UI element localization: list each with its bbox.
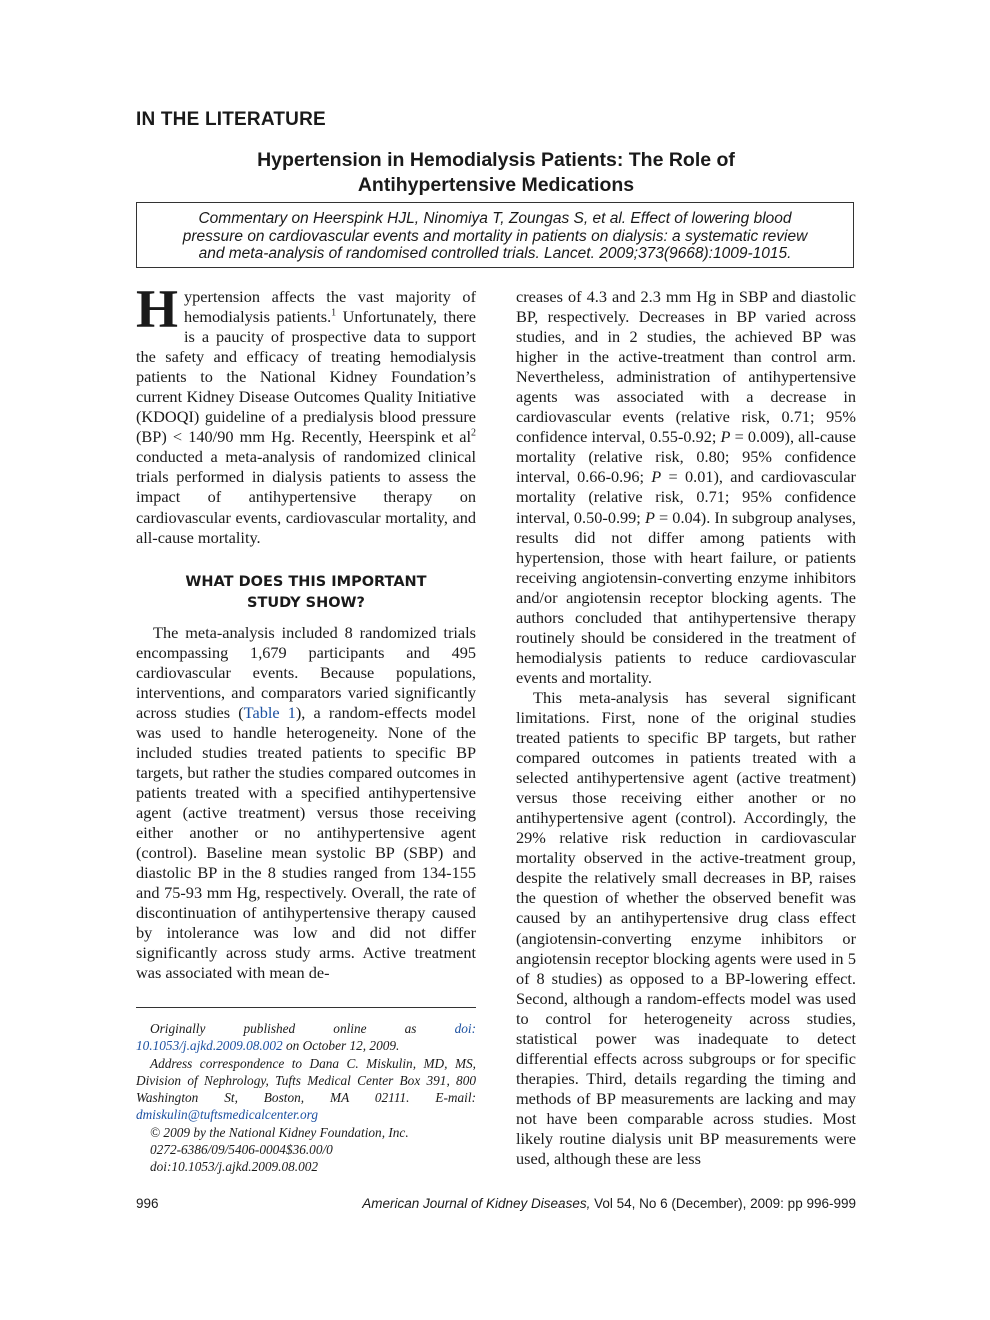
section-heading-line-2: STUDY SHOW? xyxy=(247,594,365,611)
email-link[interactable]: dmiskulin@tuftsmedicalcenter.org xyxy=(136,1107,318,1123)
table-1-link[interactable]: Table 1 xyxy=(243,702,296,722)
footnote-correspondence xyxy=(136,1055,476,1124)
limitations-paragraph: This meta-analysis has several significant limitations. First, none of the original studies treated patients to specific BP targets, but rather compared outcomes in patients treated with a selected antihypertensive agent (active treatment) versus those receiving either another or no antihypertensive agent (control). Accordingly, the 29% relative risk reduction in cardiovascular mortality observed in the active-treatment group, despite the relatively small decreases in BP, raises the question of whether the observed benefit was caused by an antihypertensive drug class effect (angiotensin-converting enzyme inhibitors or angiotensin receptor blocking agents were used in 5 of 8 studies) as opposed to a BP-lowering effect. Second, although a random-effects model was used to control for heterogeneity across studies, statistical power was inadequate to detect differential effects across subgroups or for specific therapies. Third, details regarding the timing and methods of BP measurements are lacking and may not have been comparable across studies. Most likely routine dialysis unit BP measurements were used, although these are less xyxy=(516,687,856,1169)
footnote-divider xyxy=(136,1007,476,1008)
page-number: 996 xyxy=(136,1196,159,1211)
title-line-1: Hypertension in Hemodialysis Patients: The Role of xyxy=(257,149,735,171)
p-symbol: P xyxy=(720,427,731,447)
doi-link[interactable]: doi: 10.1053/j.ajkd.2009.08.002 xyxy=(136,1021,476,1054)
commentary-line-2: pressure on cardiovascular events and mortality in patients on dialysis: a systematic review xyxy=(182,227,808,245)
results-text-b: = 0.009), all-cause mortality (relative risk, 0.80; 95% confidence interval, 0.66-0.96; xyxy=(516,427,856,487)
title-line-2: Antihypertensive Medications xyxy=(357,174,635,196)
left-column xyxy=(136,279,477,983)
body-paragraph xyxy=(136,623,476,984)
results-text-c: = 0.01), and cardiovascular mortality (relative risk, 0.71; 95% confidence interval, 0.50-0.99; xyxy=(516,467,856,527)
body-text-a: The meta-analysis included 8 randomized trials encompassing 1,679 participants and 495 cardiovascular events. Because populations, interventions, and comparators varied significantly across studies ( xyxy=(136,622,476,722)
drop-cap: H xyxy=(136,279,179,339)
right-column xyxy=(516,287,856,1169)
commentary-line-1: Commentary on Heerspink HJL, Ninomiya T, Zoungas S, et al. Effect of lowering blood xyxy=(198,210,792,227)
intro-text-a: ypertension affects the vast majority of hemodialysis patients. xyxy=(184,287,476,327)
section-label: IN THE LITERATURE xyxy=(136,109,326,130)
footnote-issn: 0272-6386/09/5406-0004$36.00/0 xyxy=(150,1142,333,1158)
journal-citation xyxy=(362,1196,856,1211)
reference-1[interactable]: 1 xyxy=(331,307,337,319)
reference-2[interactable]: 2 xyxy=(471,427,476,439)
p-symbol: P xyxy=(651,467,662,487)
results-paragraph xyxy=(516,287,856,688)
footnote-published-text: Originally published online as xyxy=(150,1021,455,1036)
footnote-published-date: on October 12, 2009. xyxy=(282,1038,400,1054)
body-text-b: ), a random-effects model was used to handle heterogeneity. None of the included studies treated patients to specific BP targets, but rather the studies compared outcomes in patients treated with a specified antihypertensive agent (active treatment) versus those receiving either another or no antihypertensive agent (control). Baseline mean systolic BP (SBP) and diastolic BP in the 8 studies ranged from 134-155 and 75-93 mm Hg, respectively. Overall, the rate of discontinuation of antihypertensive therapy caused by intolerance was low and did not differ significantly across study arms. Active treatment was associated with mean de- xyxy=(136,702,477,983)
results-text-a: creases of 4.3 and 2.3 mm Hg in SBP and diastolic BP, respectively. Decreases in BP varied across studies, and in 2 studies, the achieved BP was higher in the active-treatment than control arm. Nevertheless, administration of antihypertensive agents was associated with a decrease in cardiovascular events (relative risk, 0.71; 95% confidence interval, 0.55-0.92; xyxy=(516,287,856,447)
intro-paragraph xyxy=(136,279,476,548)
footnotes xyxy=(136,1020,476,1176)
journal-name: American Journal of Kidney Diseases, xyxy=(362,1196,591,1211)
footnote-correspondence-text: Address correspondence to Dana C. Miskulin, MD, MS, Division of Nephrology, Tufts Medical Center Box 391, 800 Washington St, Boston, MA 02111. E-mail: xyxy=(136,1055,476,1106)
section-heading xyxy=(136,572,476,614)
commentary-line-3: and meta-analysis of randomised controlled trials. Lancet. 2009;373(9668):1009-1015. xyxy=(198,245,792,262)
intro-text-b: Unfortunately, there is a paucity of prospective data to support the safety and efficacy of treating hemodialysis patients to the National Kidney Foundation’s current Kidney Disease Outcomes Quality Initiative (KDOQI) guideline of a predialysis blood pressure (BP) < 140/90 mm Hg. Recently, Heerspink et al xyxy=(136,307,476,447)
article-title xyxy=(136,148,856,198)
footnote-published xyxy=(136,1020,476,1055)
commentary-box xyxy=(136,202,854,268)
section-heading-line-1: WHAT DOES THIS IMPORTANT xyxy=(185,573,427,590)
footnote-copyright: © 2009 by the National Kidney Foundation, Inc. xyxy=(150,1124,409,1140)
results-text-d: = 0.04). In subgroup analyses, results did not differ among patients with hypertension, those with heart failure, or patients receiving angiotensin-converting enzyme inhibitors and/or angiotensin receptor blocking agents. The authors concluded that antihypertensive therapy routinely should be considered in the treatment of hemodialysis patients to reduce cardiovascular events and mortality. xyxy=(516,507,856,687)
p-symbol: P xyxy=(644,507,655,527)
intro-text-c: conducted a meta-analysis of randomized clinical trials performed in dialysis patients to assess the impact of antihypertensive therapy on cardiovascular events, cardiovascular mortality, and all-cause mortality. xyxy=(136,447,476,547)
footnote-doi: doi:10.1053/j.ajkd.2009.08.002 xyxy=(150,1159,319,1175)
journal-volume: Vol 54, No 6 (December), 2009: pp 996-999 xyxy=(590,1196,856,1211)
